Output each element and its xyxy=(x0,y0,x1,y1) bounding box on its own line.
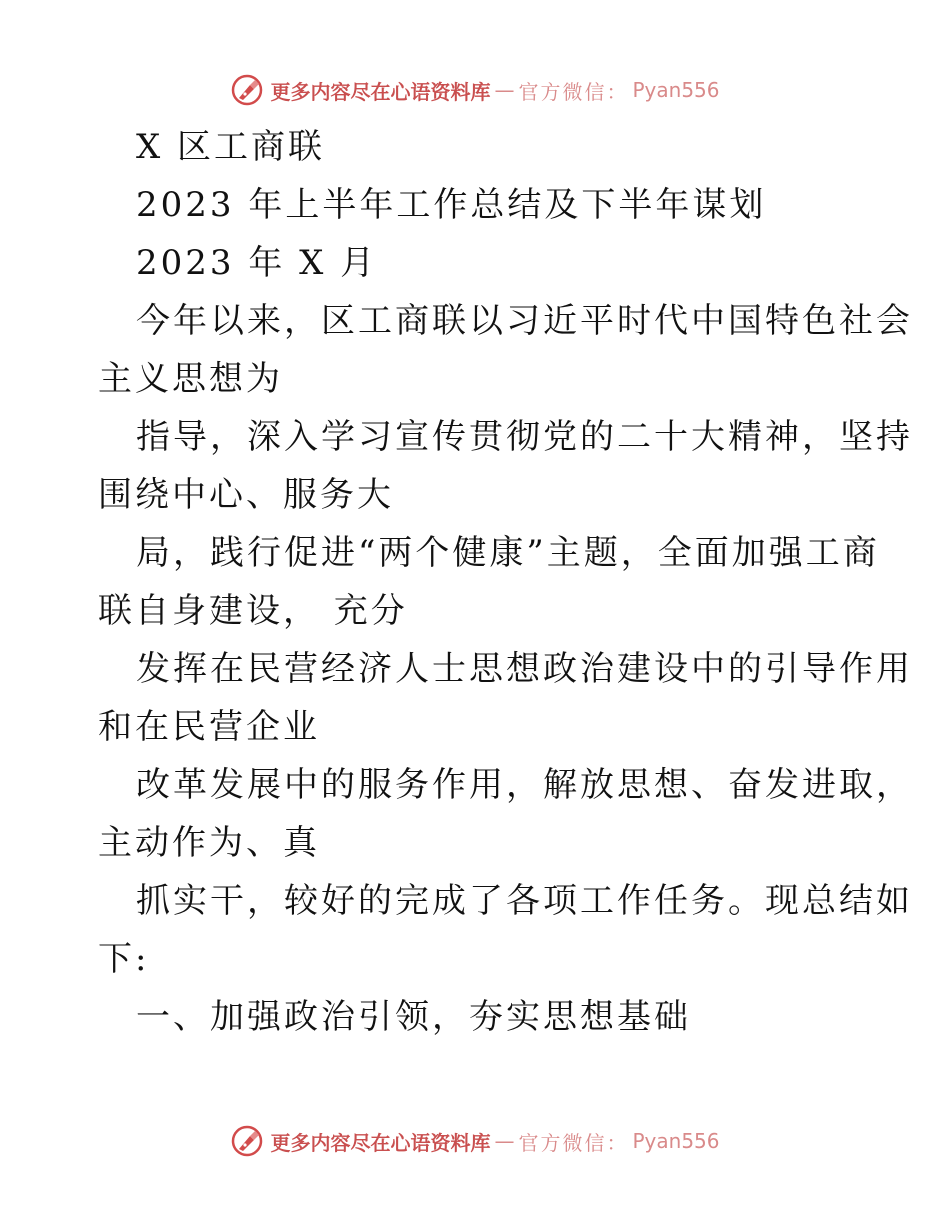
watermark-contact-value: Pyan556 xyxy=(632,78,720,102)
doc-line: 下: xyxy=(98,939,150,979)
doc-line: 指导，深入学习宣传贯彻党的二十大精神，坚持 xyxy=(136,417,913,457)
watermark-header xyxy=(0,70,950,110)
watermark-dash: — xyxy=(494,1129,515,1153)
watermark-contact-label: 官方微信： xyxy=(518,1130,629,1155)
doc-line-section-heading: 一、加强政治引领，夯实思想基础 xyxy=(136,997,691,1037)
doc-line: 围绕中心、服务大 xyxy=(98,475,394,515)
doc-line-date: 2023 年 X 月 xyxy=(136,243,378,283)
watermark-text: 更多内容尽在心语资料库 xyxy=(270,79,491,104)
pen-nib-logo-icon xyxy=(230,1124,264,1158)
doc-line: 和在民营企业 xyxy=(98,707,320,747)
doc-line: 抓实干，较好的完成了各项工作任务。现总结如 xyxy=(136,881,913,921)
document-body xyxy=(98,123,913,1051)
doc-line-org: X 区工商联 xyxy=(136,127,326,167)
doc-line: 局，践行促进“两个健康”主题，全面加强工商 xyxy=(136,533,880,573)
doc-line: 联自身建设， 充分 xyxy=(98,591,408,631)
watermark-text: 更多内容尽在心语资料库 xyxy=(270,1130,491,1155)
watermark-contact-value: Pyan556 xyxy=(632,1129,720,1153)
watermark-dash: — xyxy=(494,78,515,102)
doc-line: 主动作为、真 xyxy=(98,823,320,863)
doc-line: 今年以来，区工商联以习近平时代中国特色社会 xyxy=(136,301,913,341)
pen-nib-logo-icon xyxy=(230,73,264,107)
doc-line: 主义思想为 xyxy=(98,359,283,399)
watermark-contact-label: 官方微信： xyxy=(518,79,629,104)
watermark-footer xyxy=(0,1121,950,1161)
doc-line: 发挥在民营经济人士思想政治建设中的引导作用 xyxy=(136,649,913,689)
doc-line: 改革发展中的服务作用，解放思想、奋发进取， xyxy=(136,765,913,805)
doc-line-title: 2023 年上半年工作总结及下半年谋划 xyxy=(136,185,767,225)
